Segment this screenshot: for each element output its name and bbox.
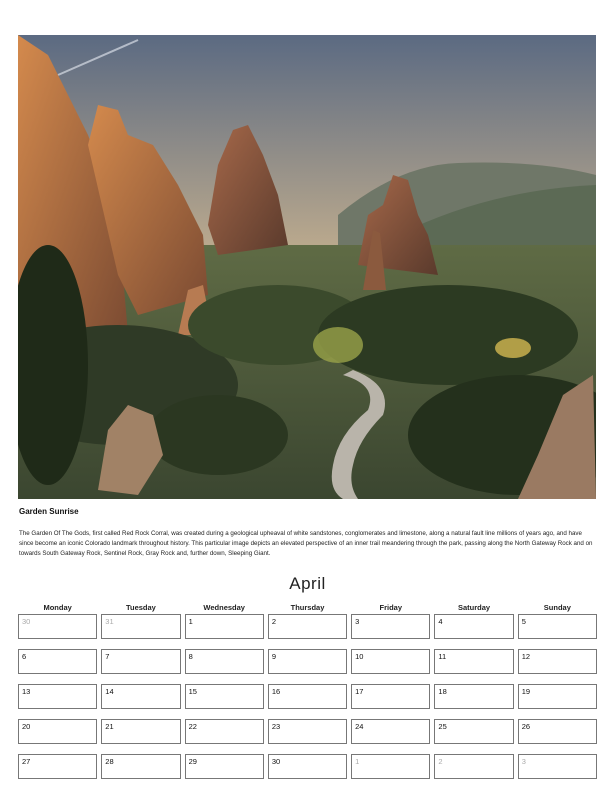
day-cell: [434, 649, 513, 674]
day-number: 31: [105, 617, 114, 626]
day-number: 27: [22, 757, 31, 766]
day-cell: [185, 754, 264, 779]
day-cell: [434, 754, 513, 779]
day-cell: [518, 684, 597, 709]
weekday-label: Sunday: [543, 603, 571, 612]
day-number: 6: [22, 652, 27, 661]
day-cell: [185, 649, 264, 674]
day-cell: [185, 614, 264, 639]
day-cell: [268, 649, 347, 674]
day-number: 8: [188, 652, 193, 661]
day-number: 28: [105, 757, 114, 766]
day-number: 29: [188, 757, 197, 766]
day-cell: [434, 719, 513, 744]
day-number: 12: [521, 652, 531, 661]
day-number: 5: [521, 617, 526, 626]
photo-title: Garden Sunrise: [19, 507, 79, 516]
day-cell: [268, 614, 347, 639]
day-cell: [518, 614, 597, 639]
day-cell: [101, 614, 180, 639]
day-number: 14: [105, 687, 114, 696]
day-number: 25: [438, 722, 447, 731]
day-cell: [518, 649, 597, 674]
weekday-label: Wednesday: [203, 603, 245, 612]
day-number: 23: [271, 722, 281, 731]
day-cell: [18, 614, 97, 639]
weekday-label: Friday: [379, 603, 403, 612]
day-number: 26: [521, 722, 531, 731]
day-number: 1: [188, 617, 193, 626]
day-cell: [101, 684, 180, 709]
day-number: 20: [22, 722, 31, 731]
day-cell: [101, 719, 180, 744]
day-number: 17: [355, 687, 364, 696]
day-number: 4: [438, 617, 443, 626]
day-cell: [351, 719, 430, 744]
day-number: 2: [438, 757, 443, 766]
day-cell: [434, 684, 513, 709]
weekday-label: Monday: [43, 603, 72, 612]
day-cell: [518, 719, 597, 744]
day-number: 24: [355, 722, 364, 731]
day-cell: [18, 754, 97, 779]
day-number: 10: [355, 652, 364, 661]
weekday-label: Saturday: [458, 603, 491, 612]
day-cell: [268, 684, 347, 709]
day-number: 19: [521, 687, 531, 696]
day-number: 11: [438, 652, 447, 661]
weekday-label: Tuesday: [125, 603, 156, 612]
day-number: 1: [355, 757, 360, 766]
day-number: 30: [22, 617, 31, 626]
day-number: 30: [271, 757, 281, 766]
day-cell: [351, 614, 430, 639]
day-number: 15: [188, 687, 197, 696]
garden-sunrise-photo: [18, 35, 596, 499]
day-cell: [18, 684, 97, 709]
day-number: 3: [355, 617, 360, 626]
day-cell: [185, 719, 264, 744]
month-title: April: [289, 574, 326, 593]
day-cell: [18, 649, 97, 674]
day-number: 2: [271, 617, 277, 626]
weekday-label: Thursday: [290, 603, 325, 612]
day-number: 22: [188, 722, 197, 731]
photo-description: The Garden Of The Gods, first called Red Rock Corral, was created during a geological upheaval of white sandstones, conglomerates and limestone, along a natural fault line millions of years ago, and have since become an iconic Colorado landmark throughout history. This particular image depicts an elevated perspective of an inner trail meandering through the park, passing along the North Gateway Rock and on towards South Gateway Rock, Sentinel Rock, Gray Rock and, further down, Sleeping Giant.: [19, 530, 593, 557]
day-cell: [518, 754, 597, 779]
day-cell: [351, 684, 430, 709]
day-cell: [101, 754, 180, 779]
day-cell: [268, 754, 347, 779]
day-cell: [101, 649, 180, 674]
day-cell: [351, 754, 430, 779]
day-cell: [185, 684, 264, 709]
day-cell: [268, 719, 347, 744]
calendar-grid: [18, 614, 597, 779]
day-number: 3: [521, 757, 526, 766]
day-number: 18: [438, 687, 447, 696]
day-number: 7: [105, 652, 110, 661]
day-number: 16: [271, 687, 281, 696]
day-cell: [434, 614, 513, 639]
landscape-photo: [18, 35, 596, 499]
day-number: 13: [22, 687, 31, 696]
day-number: 21: [105, 722, 114, 731]
day-number: 9: [271, 652, 277, 661]
weekday-header-row: [18, 603, 597, 612]
day-cell: [18, 719, 97, 744]
day-cell: [351, 649, 430, 674]
